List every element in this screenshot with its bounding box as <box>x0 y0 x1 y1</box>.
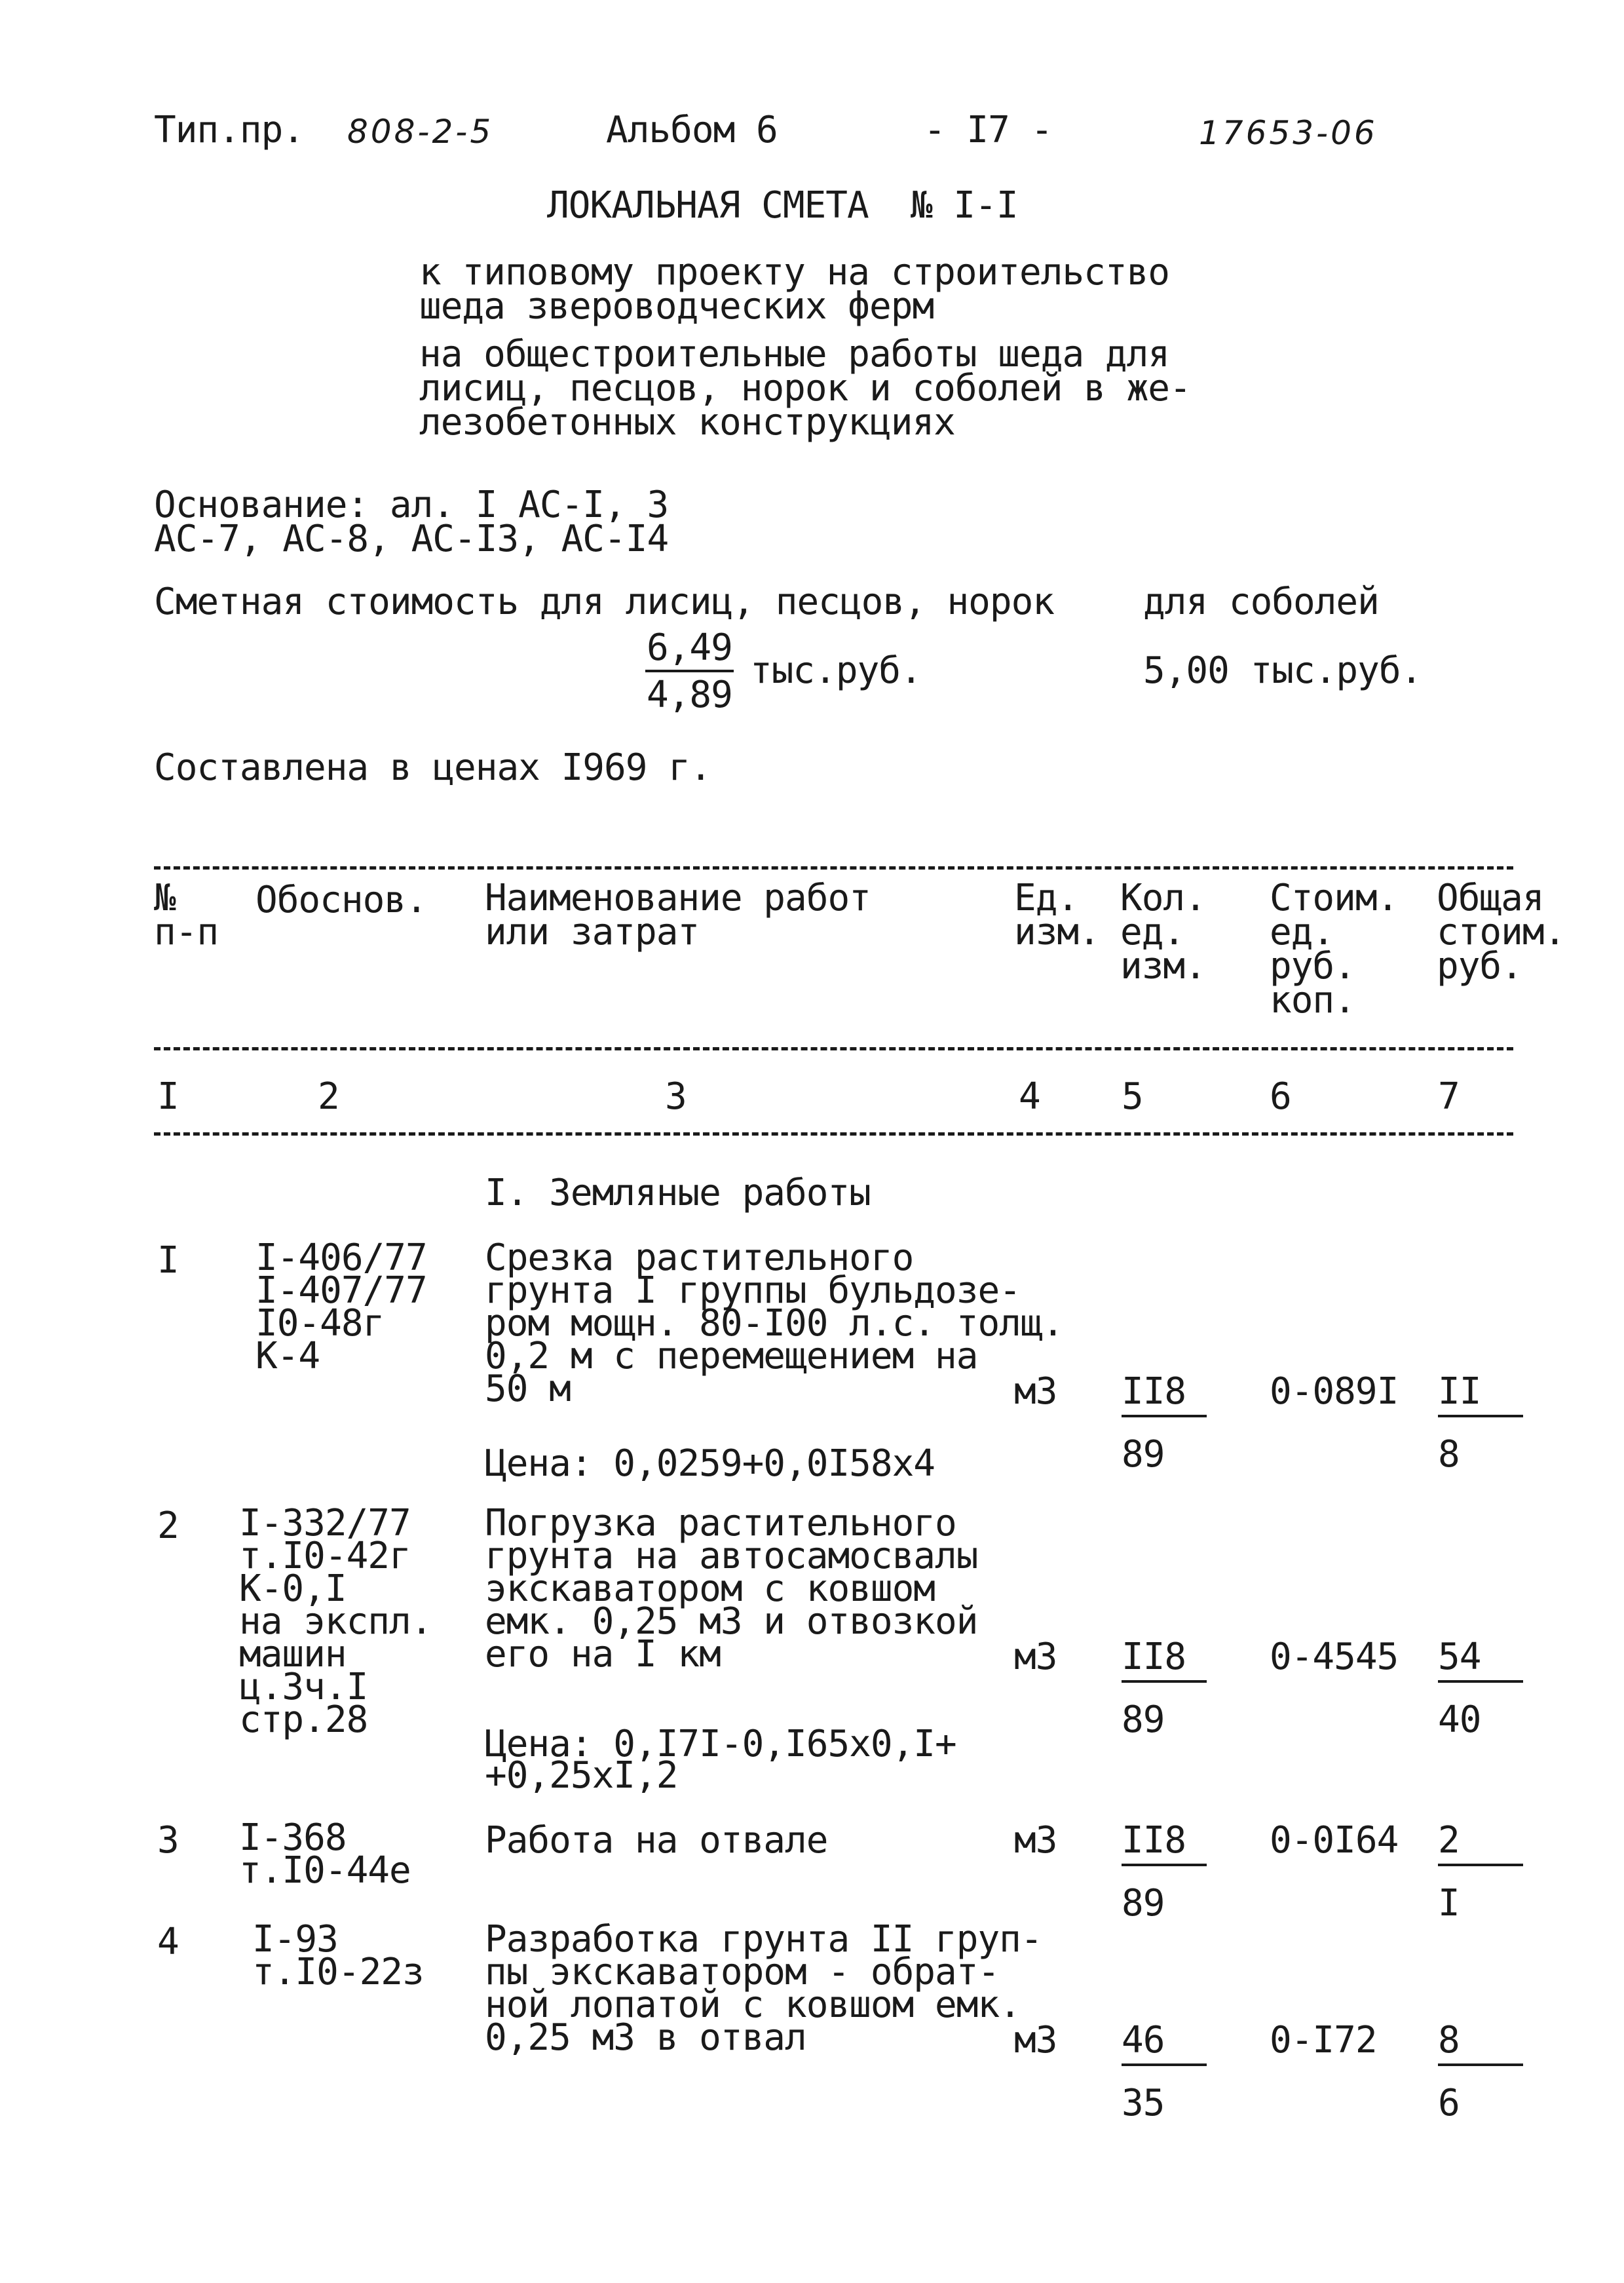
col-numbers-rule <box>154 1132 1513 1136</box>
row1-qty-top: II8 <box>1122 1373 1207 1417</box>
header-total: Общая стоим. руб. <box>1437 877 1566 988</box>
estimate-number: № I-I <box>911 184 1018 227</box>
sable-value: 5,00 тыс.руб. <box>1143 649 1422 692</box>
header-no: № п-п <box>154 877 219 953</box>
project-number: 808-2-5 <box>347 113 494 151</box>
row1-price: 0-089I <box>1270 1370 1399 1413</box>
row3-qty-bottom: 89 <box>1122 1882 1165 1925</box>
row1-note: Цена: 0,0259+0,0I58х4 <box>485 1442 935 1485</box>
table-top-rule <box>154 866 1513 870</box>
col-number-6: 6 <box>1270 1075 1291 1118</box>
row2-note: Цена: 0,I7I-0,I65х0,I+ +0,25хI,2 <box>485 1723 956 1797</box>
row1-qty-bottom: 89 <box>1122 1433 1165 1476</box>
row4-qty-top: 46 <box>1122 2022 1207 2066</box>
row3-no: 3 <box>157 1819 179 1862</box>
cost-fraction <box>645 626 734 716</box>
row1-unit: м3 <box>1014 1370 1057 1413</box>
row1-name: Срезка растительного грунта I группы бульдозе- ром мощн. 80-I00 л.с. толщ. 0,2 м с перемещением на 50 м <box>485 1237 1064 1410</box>
row2-no: 2 <box>157 1505 179 1547</box>
row4-qty <box>1122 2019 1207 2124</box>
row1-total-bottom: 8 <box>1438 1433 1460 1476</box>
row2-total-bottom: 40 <box>1438 1698 1481 1741</box>
col-number-3: 3 <box>665 1075 687 1118</box>
row2-unit: м3 <box>1014 1636 1057 1678</box>
row1-basis: I-406/77 I-407/77 I0-48г К-4 <box>255 1237 427 1377</box>
page-number: - I7 - <box>924 109 1053 151</box>
row3-total-top: 2 <box>1438 1822 1523 1866</box>
cost-label: Сметная стоимость для лисиц, песцов, норок <box>154 581 1055 623</box>
row3-unit: м3 <box>1014 1819 1057 1862</box>
col-number-1: I <box>157 1075 179 1118</box>
row4-unit: м3 <box>1014 2019 1057 2062</box>
row2-price: 0-4545 <box>1270 1636 1399 1678</box>
row4-price: 0-I72 <box>1270 2019 1377 2062</box>
row1-total-top: II <box>1438 1373 1523 1417</box>
row4-no: 4 <box>157 1921 179 1963</box>
header-basis: Обоснов. <box>255 879 427 921</box>
row2-qty-top: II8 <box>1122 1638 1207 1683</box>
row2-total-top: 54 <box>1438 1638 1523 1683</box>
row4-total-top: 8 <box>1438 2022 1523 2066</box>
basis-text: Основание: ал. I АС-I, 3 АС-7, АС-8, АС-I3, АС-I4 <box>154 484 669 560</box>
row3-price: 0-0I64 <box>1270 1819 1399 1862</box>
prices-year: Составлена в ценах I969 г. <box>154 746 711 789</box>
cost-fraction-bottom: 4,89 <box>647 674 732 716</box>
header-name: Наименование работ или затрат <box>485 877 871 953</box>
estimate-heading: ЛОКАЛЬНАЯ СМЕТА <box>547 184 869 227</box>
section-title: I. Земляные работы <box>485 1172 871 1214</box>
row4-basis: I-93 т.I0-22з <box>252 1918 424 1993</box>
header-unit: Ед. изм. <box>1014 877 1100 953</box>
header-bottom-rule <box>154 1047 1513 1050</box>
row3-name: Работа на отвале <box>485 1819 828 1862</box>
cost-fraction-top: 6,49 <box>645 629 734 672</box>
row3-basis: I-368 т.I0-44е <box>239 1816 411 1892</box>
row4-total-bottom: 6 <box>1438 2082 1460 2124</box>
header-price: Стоим. ед. руб. коп. <box>1270 877 1399 1022</box>
col-number-4: 4 <box>1019 1075 1040 1118</box>
row2-name: Погрузка растительного грунта на автосамосвалы экскаватором с ковшом емк. 0,25 м3 и отвозкой его на I км <box>485 1502 978 1676</box>
header-qty: Кол. ед. изм. <box>1120 877 1206 988</box>
row4-qty-bottom: 35 <box>1122 2082 1165 2124</box>
cost-unit: тыс.руб. <box>750 649 922 692</box>
row1-qty <box>1122 1370 1207 1476</box>
row1-total <box>1438 1370 1523 1476</box>
document-code: 17653-06 <box>1199 114 1378 152</box>
row2-basis: I-332/77 т.I0-42г К-0,I на экспл. машин ц.3ч.I стр.28 <box>239 1502 432 1741</box>
row3-qty <box>1122 1819 1207 1925</box>
row3-total <box>1438 1819 1523 1925</box>
title-project: к типовому проекту на строительство шеда звероводческих ферм <box>419 251 1170 328</box>
col-number-7: 7 <box>1438 1075 1460 1118</box>
row2-qty <box>1122 1638 1207 1739</box>
row4-name: Разработка грунта II груп- пы экскаватором - обрат- ной лопатой с ковшом емк. 0,25 м3 в отвал <box>485 1918 1042 2059</box>
typ-label: Тип.пр. <box>154 109 305 151</box>
row3-total-bottom: I <box>1438 1882 1460 1925</box>
row3-qty-top: II8 <box>1122 1822 1207 1866</box>
col-number-5: 5 <box>1122 1075 1143 1118</box>
row4-total <box>1438 2019 1523 2124</box>
row2-total <box>1438 1638 1523 1739</box>
album-label: Альбом 6 <box>606 109 778 151</box>
sable-label: для соболей <box>1143 581 1379 623</box>
row1-no: I <box>157 1239 179 1282</box>
row2-qty-bottom: 89 <box>1122 1698 1165 1741</box>
col-number-2: 2 <box>318 1075 339 1118</box>
title-works: на общестроительные работы шеда для лисиц, песцов, норок и соболей в же- лезобетонных конструкциях <box>419 333 1191 444</box>
